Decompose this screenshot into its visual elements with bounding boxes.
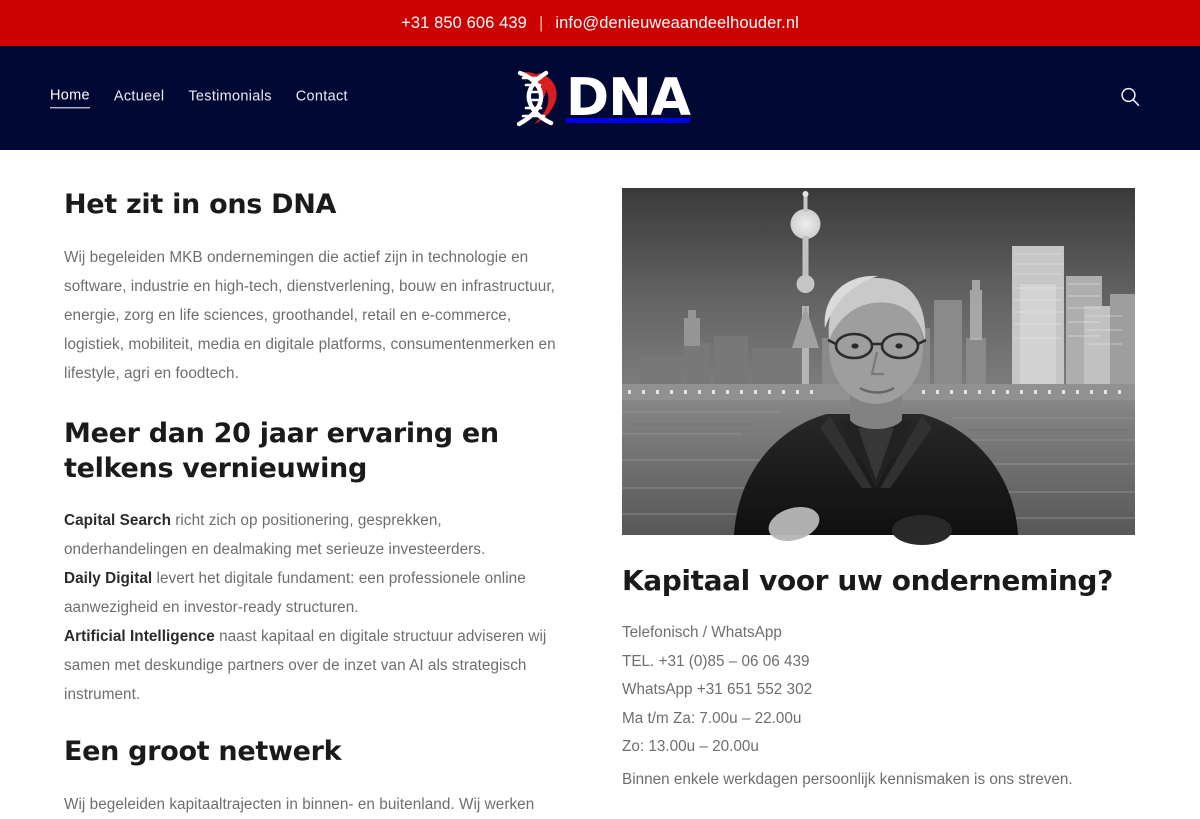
- service-text-daily-digital: levert het digitale fundament: een professionele online aanwezigheid en investor-ready structuren.: [64, 569, 526, 616]
- content-column-right: [600, 150, 1200, 819]
- section-title-ervaring: Meer dan 20 jaar ervaring en telkens vernieuwing: [64, 417, 499, 485]
- dna-helix-icon: [510, 69, 562, 127]
- contact-note: Binnen enkele werkdagen persoonlijk kennismaken is ons streven.: [622, 770, 1073, 788]
- nav-item-actueel[interactable]: Actueel: [113, 87, 165, 104]
- search-button[interactable]: [1116, 84, 1144, 112]
- main-navigation: [50, 87, 348, 108]
- phone-link[interactable]: +31 850 606 439: [401, 13, 527, 32]
- spacer: [64, 709, 564, 734]
- contact-line-tel: TEL. +31 (0)85 – 06 06 439: [622, 652, 810, 670]
- hero-photo: [622, 188, 1135, 535]
- service-text-capital-search: richt zich op positionering, gesprekken, onderhandelingen en dealmaking met serieuze investeerders.: [64, 511, 486, 558]
- service-lead-daily-digital: Daily Digital: [64, 569, 153, 587]
- section-paragraph-netwerk: Wij begeleiden kapitaaltrajecten in binnen- en buitenland. Wij werken: [64, 795, 535, 813]
- content-column-left: [0, 150, 600, 819]
- top-contact-bar: [0, 0, 1200, 46]
- contact-line-hours-weekdays: Ma t/m Za: 7.00u – 22.00u: [622, 709, 802, 727]
- contact-line-whatsapp: WhatsApp +31 651 552 302: [622, 681, 813, 699]
- page-content: [0, 150, 1200, 819]
- topbar-separator: |: [538, 13, 544, 32]
- site-logo[interactable]: [510, 69, 690, 127]
- service-item-artificial-intelligence: [64, 622, 564, 709]
- service-lead-artificial-intelligence: Artificial Intelligence: [64, 627, 215, 645]
- section-title-dna: Het zit in ons DNA: [64, 189, 337, 220]
- logo-wordmark: DNA: [566, 68, 690, 128]
- contact-line-channel: Telefonisch / WhatsApp: [622, 624, 782, 642]
- contact-title: Kapitaal voor uw onderneming?: [622, 564, 1113, 597]
- service-item-capital-search: [64, 506, 564, 564]
- site-header: [0, 46, 1200, 150]
- email-link[interactable]: info@denieuweaandeelhouder.nl: [555, 13, 799, 32]
- service-lead-capital-search: Capital Search: [64, 511, 171, 529]
- section-title-netwerk: Een groot netwerk: [64, 735, 342, 767]
- nav-item-testimonials[interactable]: Testimonials: [188, 87, 272, 104]
- nav-item-home[interactable]: Home: [50, 87, 90, 108]
- top-contact-bar-inner: [401, 15, 799, 32]
- spacer: [64, 388, 564, 416]
- section-paragraph-dna: Wij begeleiden MKB ondernemingen die actief zijn in technologie en software, industrie en high-tech, dienstverlening, bouw en infrastructuur, energie, zorg en life sciences, groothandel, retail en e-commerce, logistiek, mobiliteit, media en digitale platforms, consumentenmerken en lifestyle, agri en foodtech.: [64, 248, 556, 382]
- contact-line-hours-sunday: Zo: 13.00u – 20.00u: [622, 738, 759, 756]
- search-icon: [1119, 86, 1141, 111]
- service-item-daily-digital: [64, 564, 564, 622]
- nav-item-contact[interactable]: Contact: [295, 87, 348, 104]
- service-text-artificial-intelligence: naast kapitaal en digitale structuur adviseren wij samen met deskundige partners over de inzet van AI als strategisch instrument.: [64, 627, 547, 703]
